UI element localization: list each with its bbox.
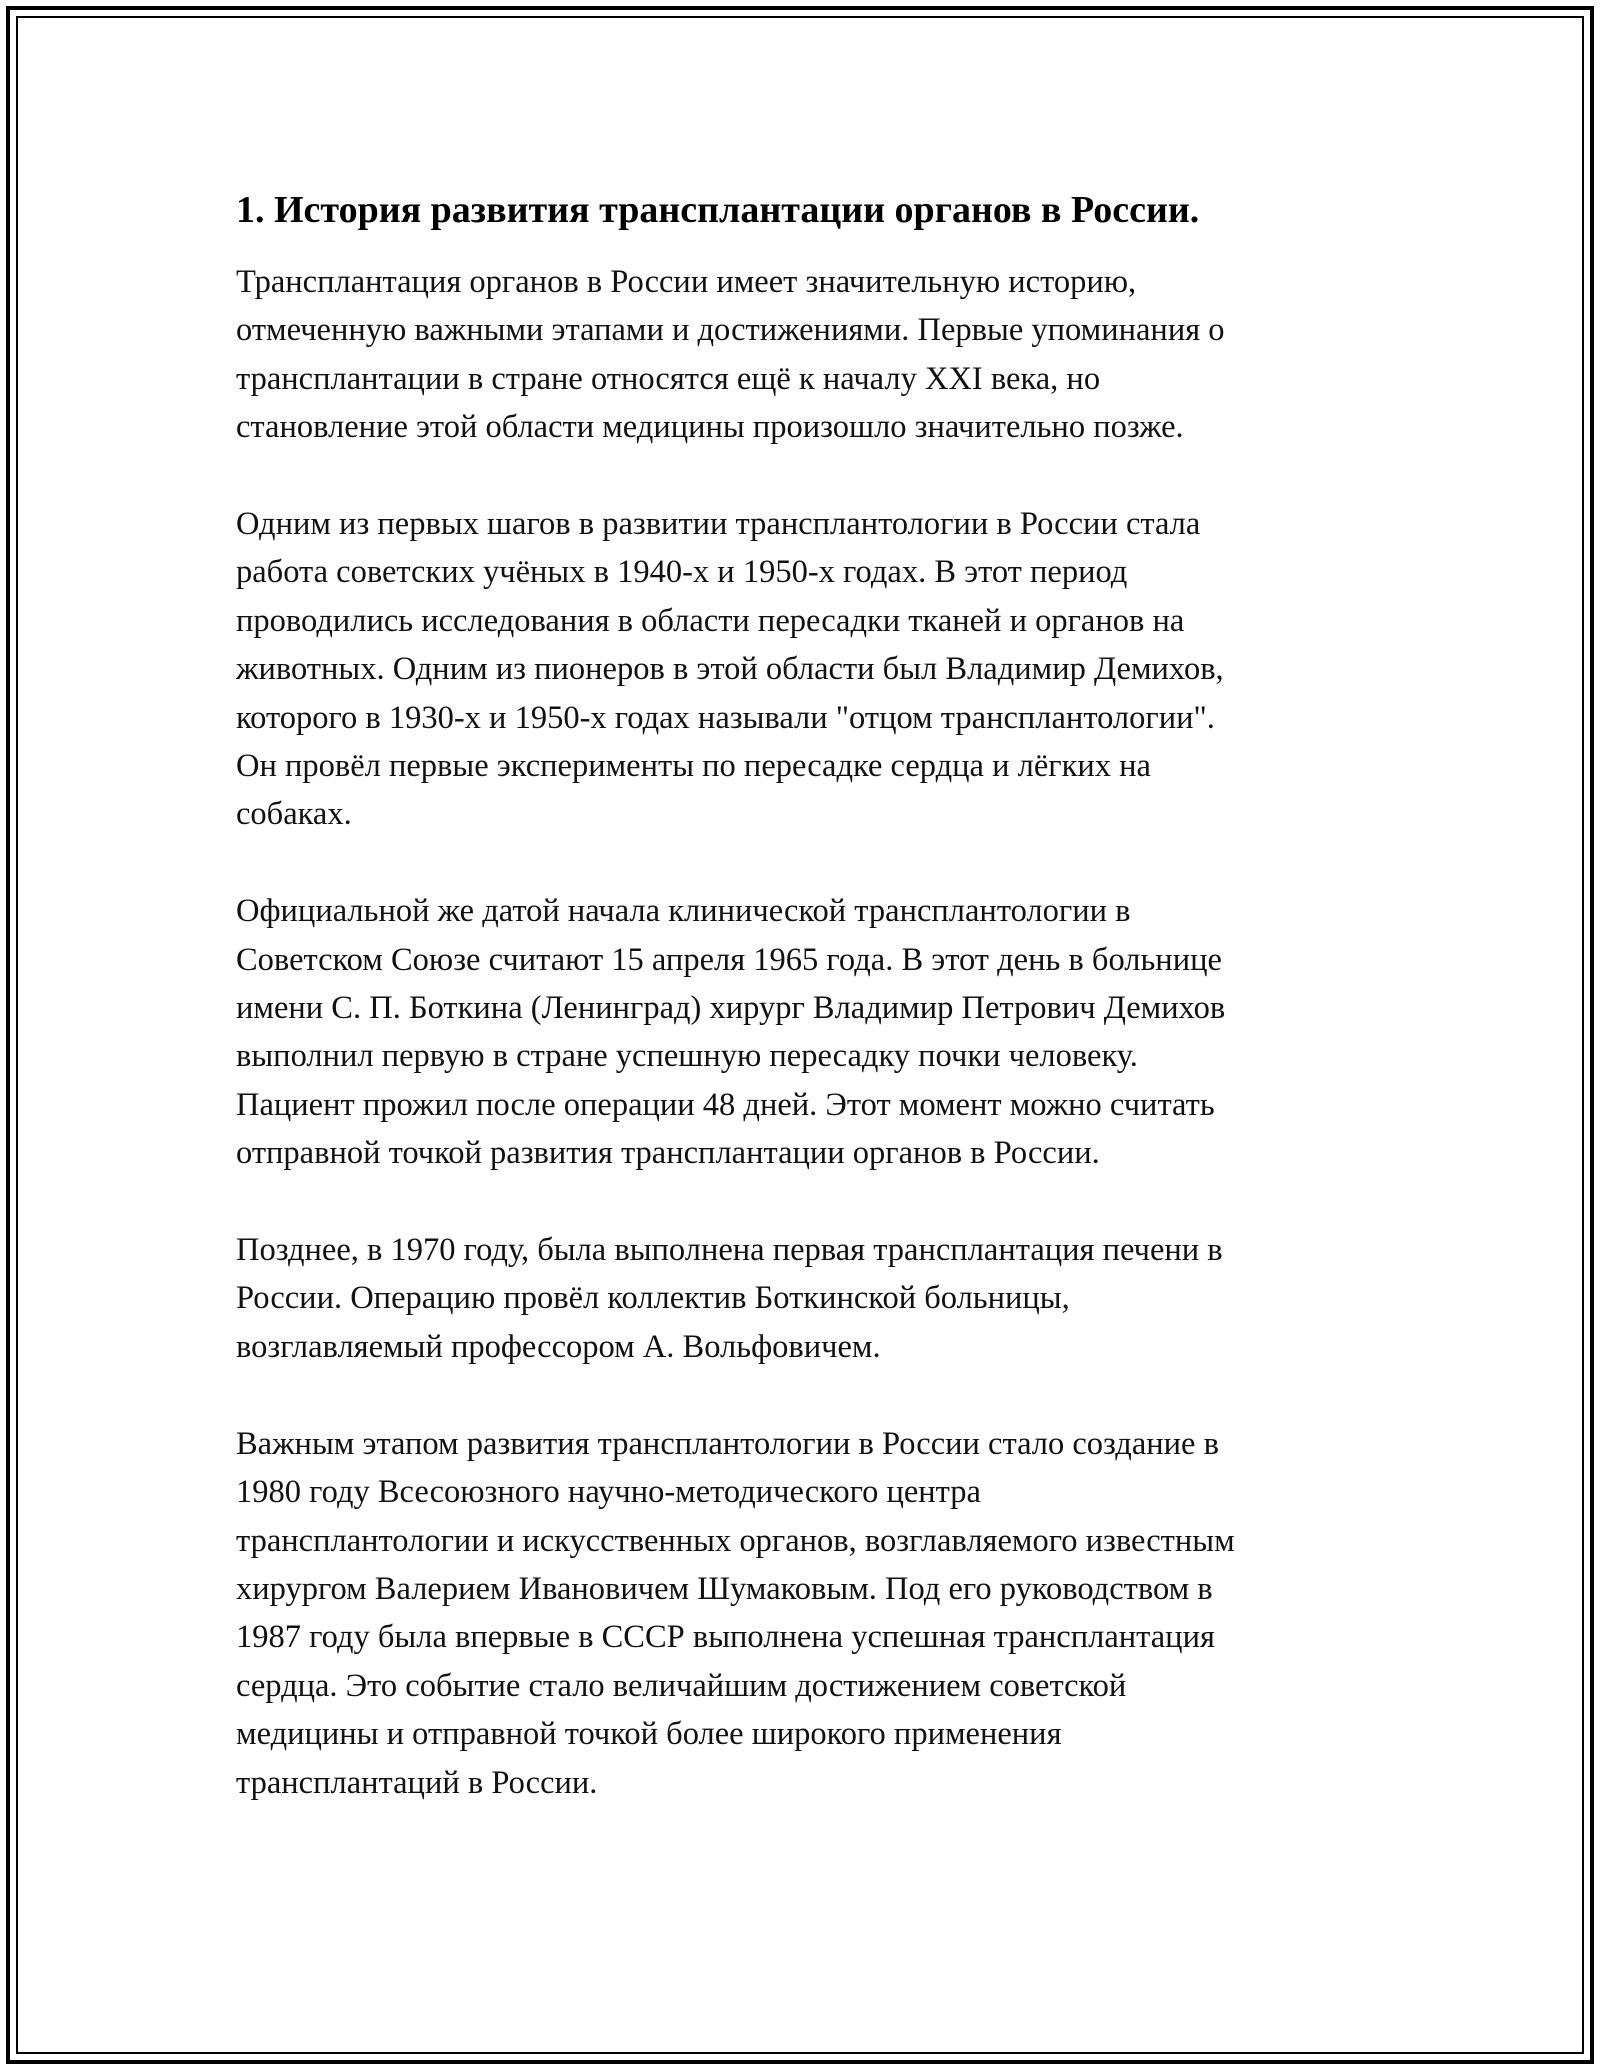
paragraph-line: трансплантации в стране относятся ещё к началу XXI века, но bbox=[236, 360, 1101, 397]
paragraph-line: России. Операцию провёл коллектив Боткинской больницы, bbox=[236, 1280, 1070, 1317]
paragraph-line: 1980 году Всесоюзного научно-методического центра bbox=[236, 1474, 981, 1511]
paragraph-line: трансплантологии и искусственных органов, возглавляемого известным bbox=[236, 1522, 1235, 1559]
paragraph-line: сердца. Это событие стало величайшим достижением советской bbox=[236, 1667, 1127, 1704]
paragraph-line: медицины и отправной точкой более широкого применения bbox=[236, 1716, 1062, 1753]
paragraph-line: животных. Одним из пионеров в этой области был Владимир Демихов, bbox=[236, 651, 1224, 688]
paragraph-line: Трансплантация органов в России имеет значительную историю, bbox=[236, 264, 1137, 300]
paragraph-line: 1987 году была впервые в СССР выполнена успешная трансплантация bbox=[236, 1619, 1215, 1656]
document-body bbox=[236, 186, 1386, 1855]
paragraph-list bbox=[236, 258, 1386, 1807]
section-heading: 1. История развития трансплантации органов в России. bbox=[236, 189, 1200, 231]
paragraph-4 bbox=[236, 1226, 1386, 1371]
paragraph-5 bbox=[236, 1420, 1386, 1807]
paragraph-line: отмеченную важными этапами и достижениями. Первые упоминания о bbox=[236, 312, 1225, 349]
paragraph-line: хирургом Валерием Ивановичем Шумаковым. Под его руководством в bbox=[236, 1570, 1213, 1607]
paragraph-3 bbox=[236, 887, 1386, 1177]
paragraph-line: Официальной же датой начала клинической трансплантологии в bbox=[236, 893, 1131, 930]
paragraph-line: которого в 1930-х и 1950-х годах называли "отцом трансплантологии". bbox=[236, 699, 1215, 736]
paragraph-line: становление этой области медицины произошло значительно позже. bbox=[236, 409, 1184, 446]
paragraph-line: Пациент прожил после операции 48 дней. Этот момент можно считать bbox=[236, 1086, 1215, 1123]
paragraph-line: работа советских учёных в 1940-х и 1950-х годах. В этот период bbox=[236, 554, 1128, 591]
paragraph-line: возглавляемый профессором А. Вольфовичем. bbox=[236, 1328, 881, 1365]
paragraph-line: трансплантаций в России. bbox=[236, 1764, 598, 1801]
paragraph-line: Важным этапом развития трансплантологии в России стало создание в bbox=[236, 1425, 1219, 1462]
paragraph-line: Одним из первых шагов в развитии трансплантологии в России стала bbox=[236, 506, 1201, 543]
paragraph-line: собаках. bbox=[236, 796, 352, 833]
paragraph-line: имени С. П. Боткина (Ленинград) хирург Владимир Петрович Демихов bbox=[236, 990, 1226, 1027]
paragraph-line: проводились исследования в области пересадки тканей и органов на bbox=[236, 602, 1185, 639]
paragraph-2 bbox=[236, 500, 1386, 839]
paragraph-line: Он провёл первые эксперименты по пересадке сердца и лёгких на bbox=[236, 748, 1151, 785]
paragraph-line: Советском Союзе считают 15 апреля 1965 года. В этот день в больнице bbox=[236, 941, 1222, 978]
paragraph-line: Позднее, в 1970 году, была выполнена первая трансплантация печени в bbox=[236, 1232, 1223, 1269]
paragraph-1 bbox=[236, 258, 1386, 452]
paragraph-line: отправной точкой развития трансплантации органов в России. bbox=[236, 1135, 1100, 1172]
paragraph-line: выполнил первую в стране успешную пересадку почки человеку. bbox=[236, 1038, 1138, 1075]
